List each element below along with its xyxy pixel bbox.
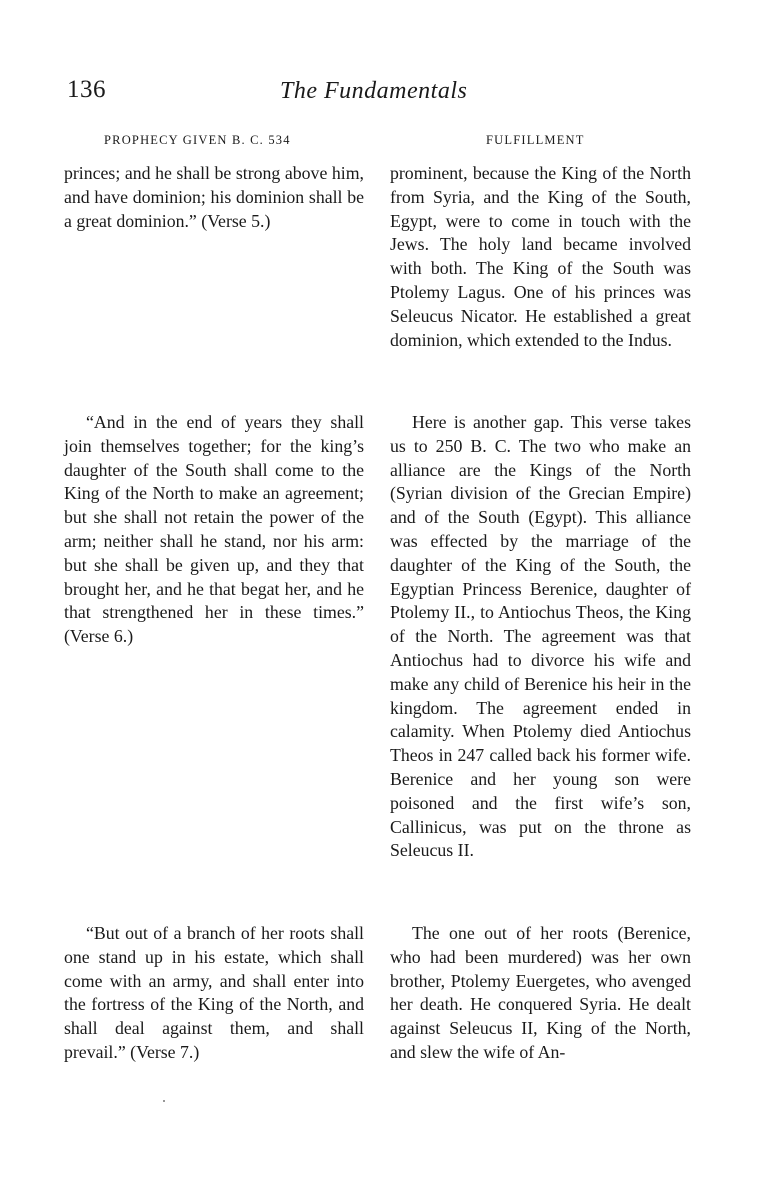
page-number: 136: [67, 76, 106, 103]
prophecy-verse-7: “But out of a branch of her roots shall one stand up in his estate, which shall come with an army, and shall enter into the fortress of the King of the North, and shall deal against them, and shall prevail.” (Verse 7.): [64, 923, 364, 1062]
fulfillment-verse-6: Here is another gap. This verse takes us to 250 B. C. The two who make an alliance are the Kings of the North (Syrian division of the Grecian Empire) and of the South (Egypt). This alliance was effected by the marriage of the daughter of the King of the South, the Egyptian Princess Berenice, daughter of Ptolemy II., to Antiochus Theos, the King of the North. The agreement was that Antiochus had to divorce his wife and make any child of Berenice his heir in the kingdom. The agreement ended in calamity. When Ptolemy died Antiochus Theos in 247 called back his former wife. Berenice and her young son were poisoned and the first wife’s son, Callinicus, was put on the throne as Seleucus II.: [390, 412, 691, 861]
prophecy-verse-5: princes; and he shall be strong above him, and have dominion; his dominion shall be a great dominion.” (Verse 5.): [64, 163, 364, 231]
running-title: The Fundamentals: [280, 78, 468, 104]
print-speck: [163, 1100, 165, 1102]
right-column-heading: FULFILLMENT: [486, 133, 585, 147]
prophecy-verse-6: “And in the end of years they shall join themselves together; for the king’s daughter of the South shall come to the King of the North to make an agreement; but she shall not retain the power of the arm; neither shall he stand, nor his arm: but she shall be given up, and they that brought her, and he that begat her, and he that strengthened her in these times.” (Verse 6.): [64, 412, 364, 647]
fulfillment-verse-7: The one out of her roots (Berenice, who had been murdered) was her own brother, Ptolemy Euergetes, who avenged her death. He conquered Syria. He dealt against Seleucus II, King of the North, and slew the wife of An-: [390, 923, 691, 1062]
left-column-heading: PROPHECY GIVEN B. C. 534: [104, 133, 291, 147]
fulfillment-verse-5: prominent, because the King of the North from Syria, and the King of the South, Egypt, were to come in touch with the Jews. The holy land became involved with both. The King of the South was Ptolemy Lagus. One of his princes was Seleucus Nicator. He established a great dominion, which extended to the Indus.: [390, 163, 691, 350]
